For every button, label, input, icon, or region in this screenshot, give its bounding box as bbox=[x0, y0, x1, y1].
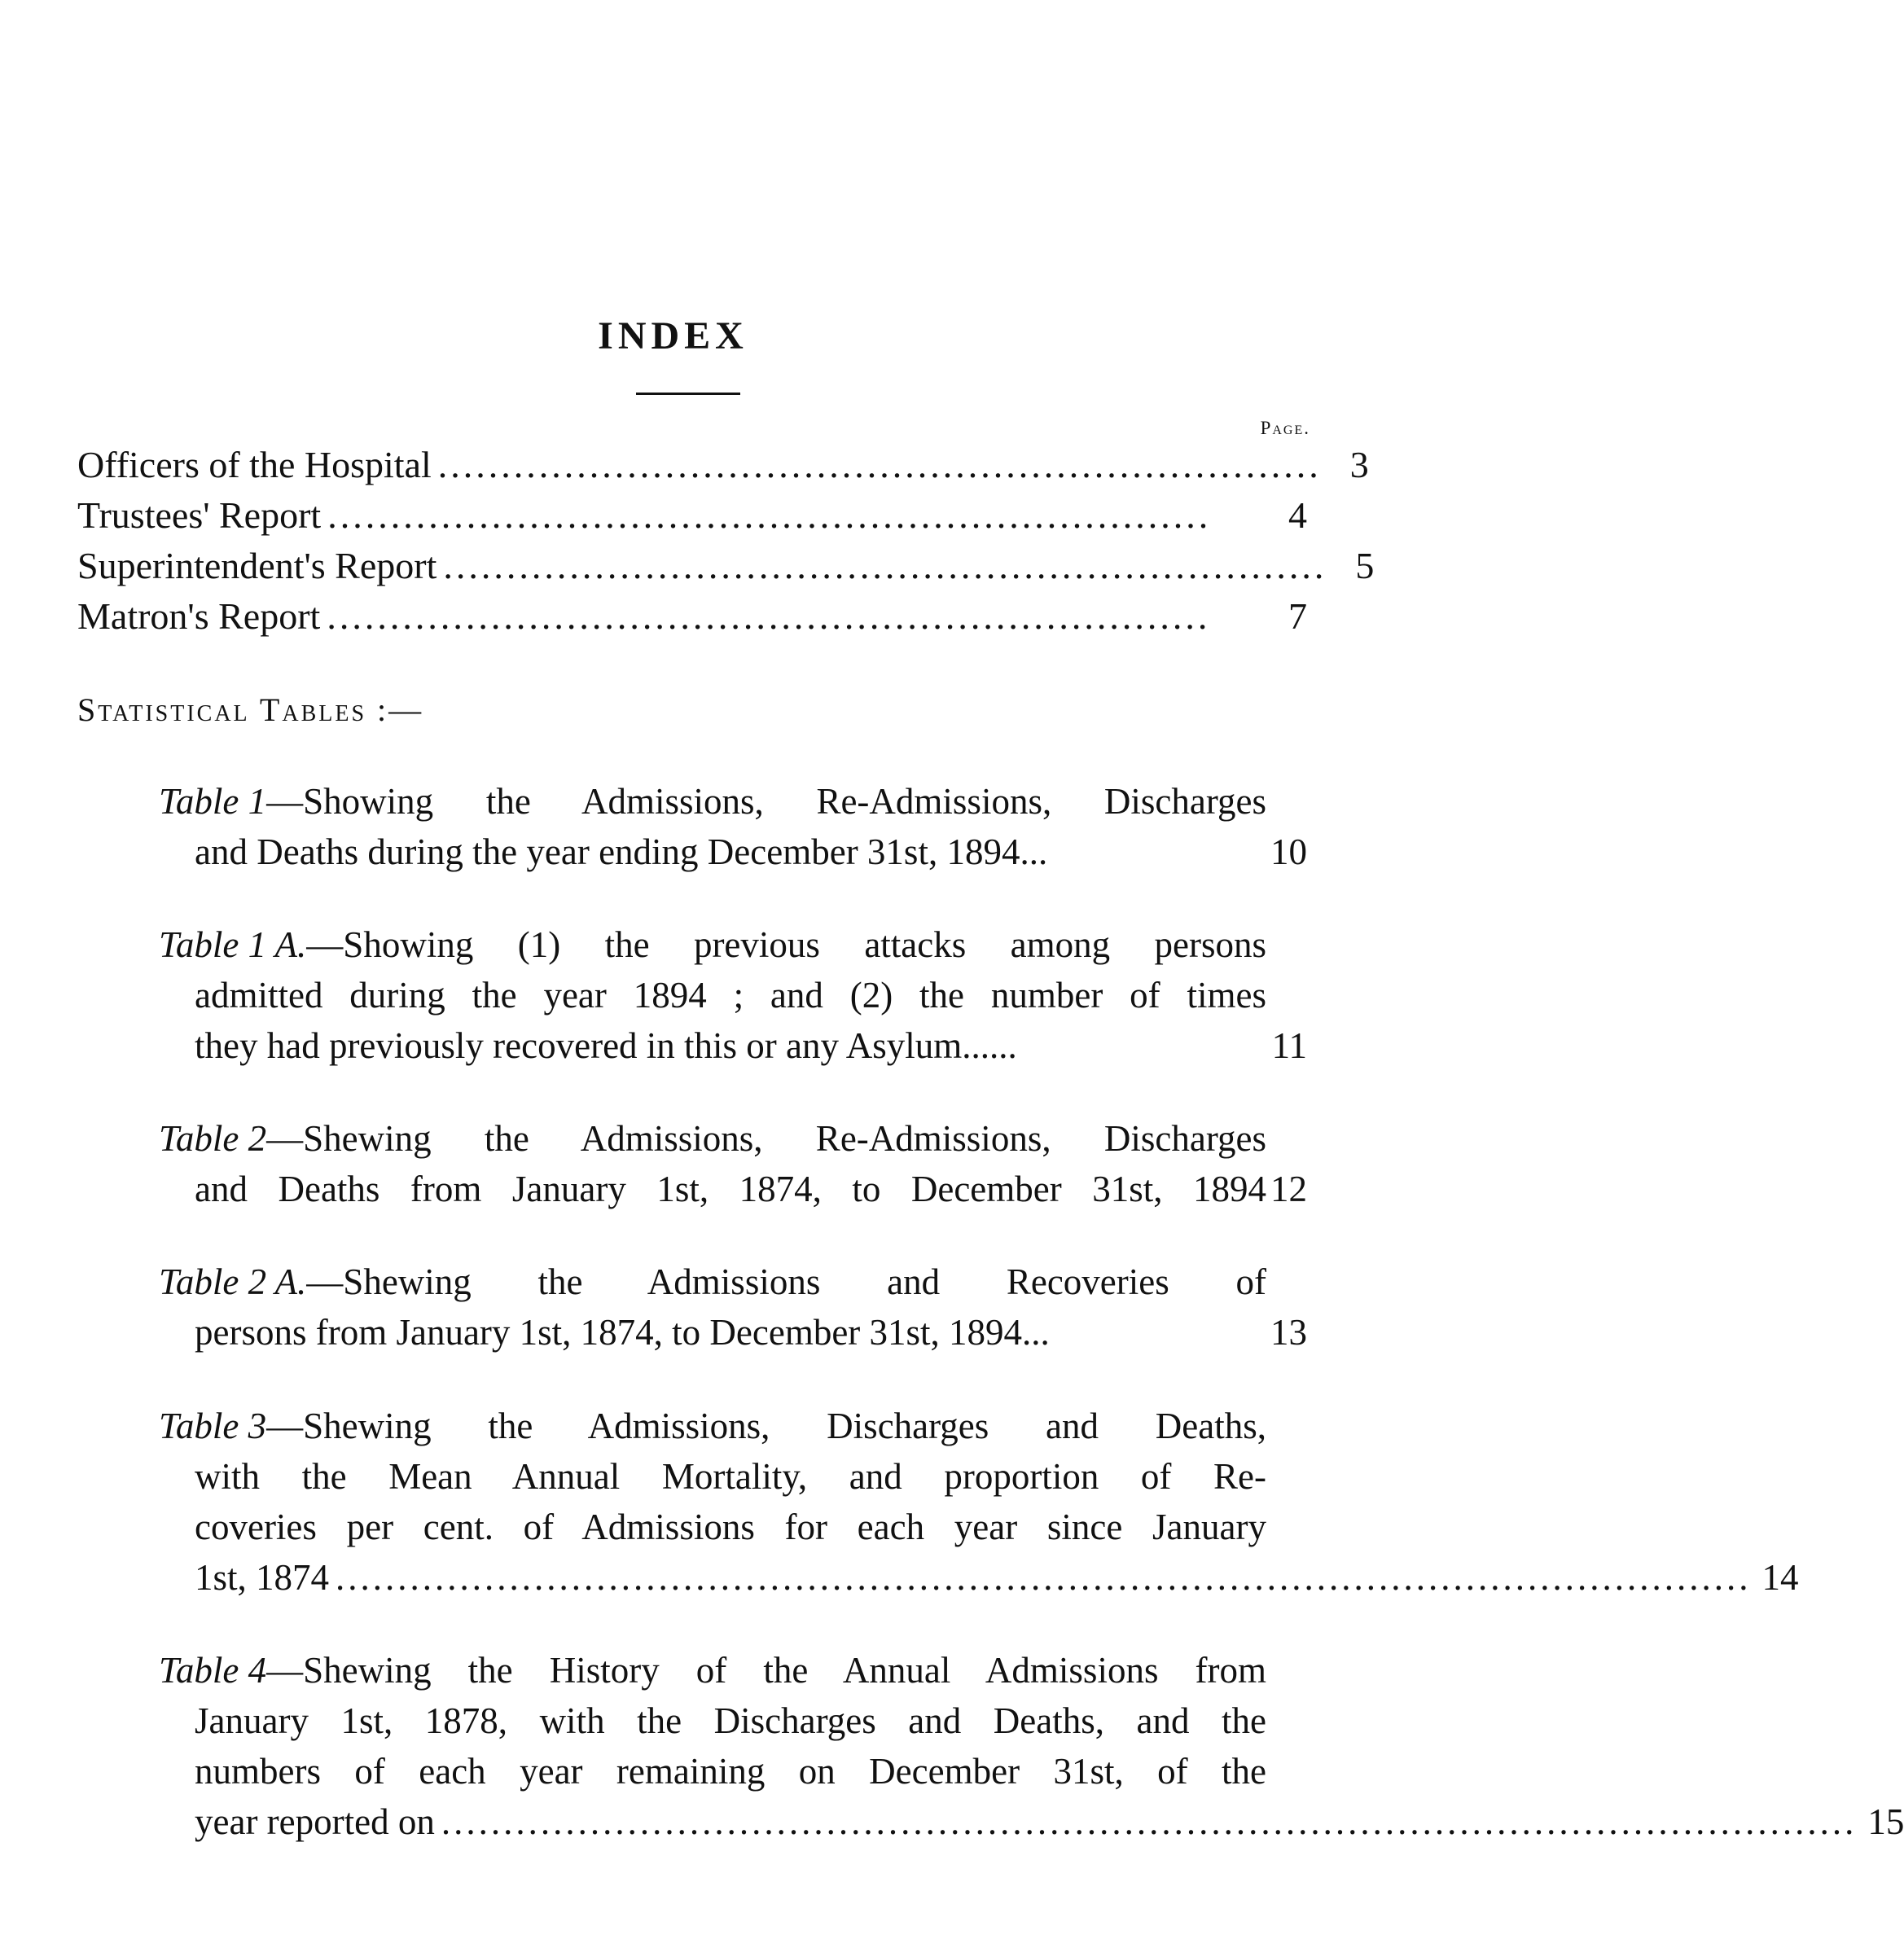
entry-text-line: —Shewing the Admissions, Re-Admissions, Discharges bbox=[266, 1118, 1266, 1159]
entry-page-number: 12 bbox=[1270, 1169, 1307, 1209]
entry-page-number: 5 bbox=[1355, 545, 1375, 586]
table-name: Table 4 bbox=[159, 1650, 267, 1691]
index-entry-matron bbox=[77, 591, 1307, 642]
dot-leader: ...................................................................... bbox=[437, 444, 1322, 485]
table-name: Table 3 bbox=[159, 1406, 267, 1446]
entry-text-line: January 1st, 1878, with the Discharges and Deaths, and the bbox=[195, 1700, 1266, 1741]
entry-text-line: numbers of each year remaining on December 31st, of the bbox=[195, 1751, 1266, 1792]
table-entry-2a bbox=[159, 1257, 1307, 1358]
dot-leader: .................................................................................................................. bbox=[441, 1801, 1858, 1842]
entry-page-number: 4 bbox=[1288, 494, 1307, 536]
entry-page-number: 15 bbox=[1867, 1801, 1904, 1842]
entry-text-line: year reported on bbox=[195, 1801, 435, 1842]
entry-text-line: —Showing the Admissions, Re-Admissions, Discharges bbox=[266, 781, 1266, 822]
entry-label: Trustees' Report bbox=[77, 494, 322, 536]
table-name: Table 2 A. bbox=[159, 1261, 307, 1302]
dot-leader: ...................................................................... bbox=[327, 494, 1212, 536]
table-name: Table 1 bbox=[159, 781, 267, 822]
entry-label: Superintendent's Report bbox=[77, 545, 437, 586]
table-entry-1 bbox=[159, 776, 1307, 877]
table-entry-4 bbox=[159, 1645, 1904, 1847]
entry-page-number: 13 bbox=[1270, 1312, 1307, 1353]
index-entry-trustees bbox=[77, 490, 1307, 541]
entry-text-line: and Deaths from January 1st, 1874, to December 31st, 1894 bbox=[195, 1169, 1266, 1209]
table-entry-1a bbox=[159, 919, 1307, 1071]
entry-text-line: —Shewing the History of the Annual Admissions from bbox=[266, 1650, 1266, 1691]
entry-page-number: 11 bbox=[1271, 1025, 1307, 1066]
entry-text-line: they had previously recovered in this or any Asylum...... bbox=[195, 1025, 1017, 1066]
dot-leader: ...................................................................... bbox=[443, 545, 1327, 586]
entry-text-line: —Shewing the Admissions, Discharges and Deaths, bbox=[266, 1406, 1266, 1446]
entry-label: Matron's Report bbox=[77, 595, 321, 637]
page-column-header: Page. bbox=[1260, 418, 1310, 438]
entry-page-number: 10 bbox=[1270, 831, 1307, 872]
section-heading: Statistical Tables :— bbox=[77, 691, 424, 728]
entry-text-line: —Showing (1) the previous attacks among persons bbox=[306, 924, 1266, 965]
page-title: INDEX bbox=[598, 314, 748, 358]
index-entry-officers bbox=[77, 440, 1369, 490]
table-name: Table 2 bbox=[159, 1118, 267, 1159]
table-name: Table 1 A. bbox=[159, 924, 307, 965]
entry-text-line: with the Mean Annual Mortality, and proportion of Re- bbox=[195, 1456, 1266, 1497]
table-entry-2 bbox=[159, 1113, 1307, 1214]
entry-page-number: 3 bbox=[1349, 444, 1369, 485]
entry-text-line: persons from January 1st, 1874, to December 31st, 1894... bbox=[195, 1312, 1050, 1353]
title-rule bbox=[636, 393, 740, 395]
entry-text-line: —Shewing the Admissions and Recoveries of bbox=[306, 1261, 1266, 1302]
entry-page-number: 14 bbox=[1761, 1557, 1799, 1598]
entry-text-line: coveries per cent. of Admissions for each year since January bbox=[195, 1507, 1266, 1547]
entry-text-line: and Deaths during the year ending December 31st, 1894... bbox=[195, 831, 1048, 872]
entry-label: Officers of the Hospital bbox=[77, 444, 432, 485]
dot-leader: ...................................................................... bbox=[327, 595, 1211, 637]
index-entry-superintendent bbox=[77, 541, 1375, 591]
table-entry-3 bbox=[159, 1401, 1799, 1603]
entry-text-line: admitted during the year 1894 ; and (2) the number of times bbox=[195, 975, 1266, 1016]
entry-text-line: 1st, 1874 bbox=[195, 1557, 330, 1598]
dot-leader: .................................................................................................................. bbox=[336, 1557, 1752, 1598]
entry-page-number: 7 bbox=[1288, 595, 1307, 637]
